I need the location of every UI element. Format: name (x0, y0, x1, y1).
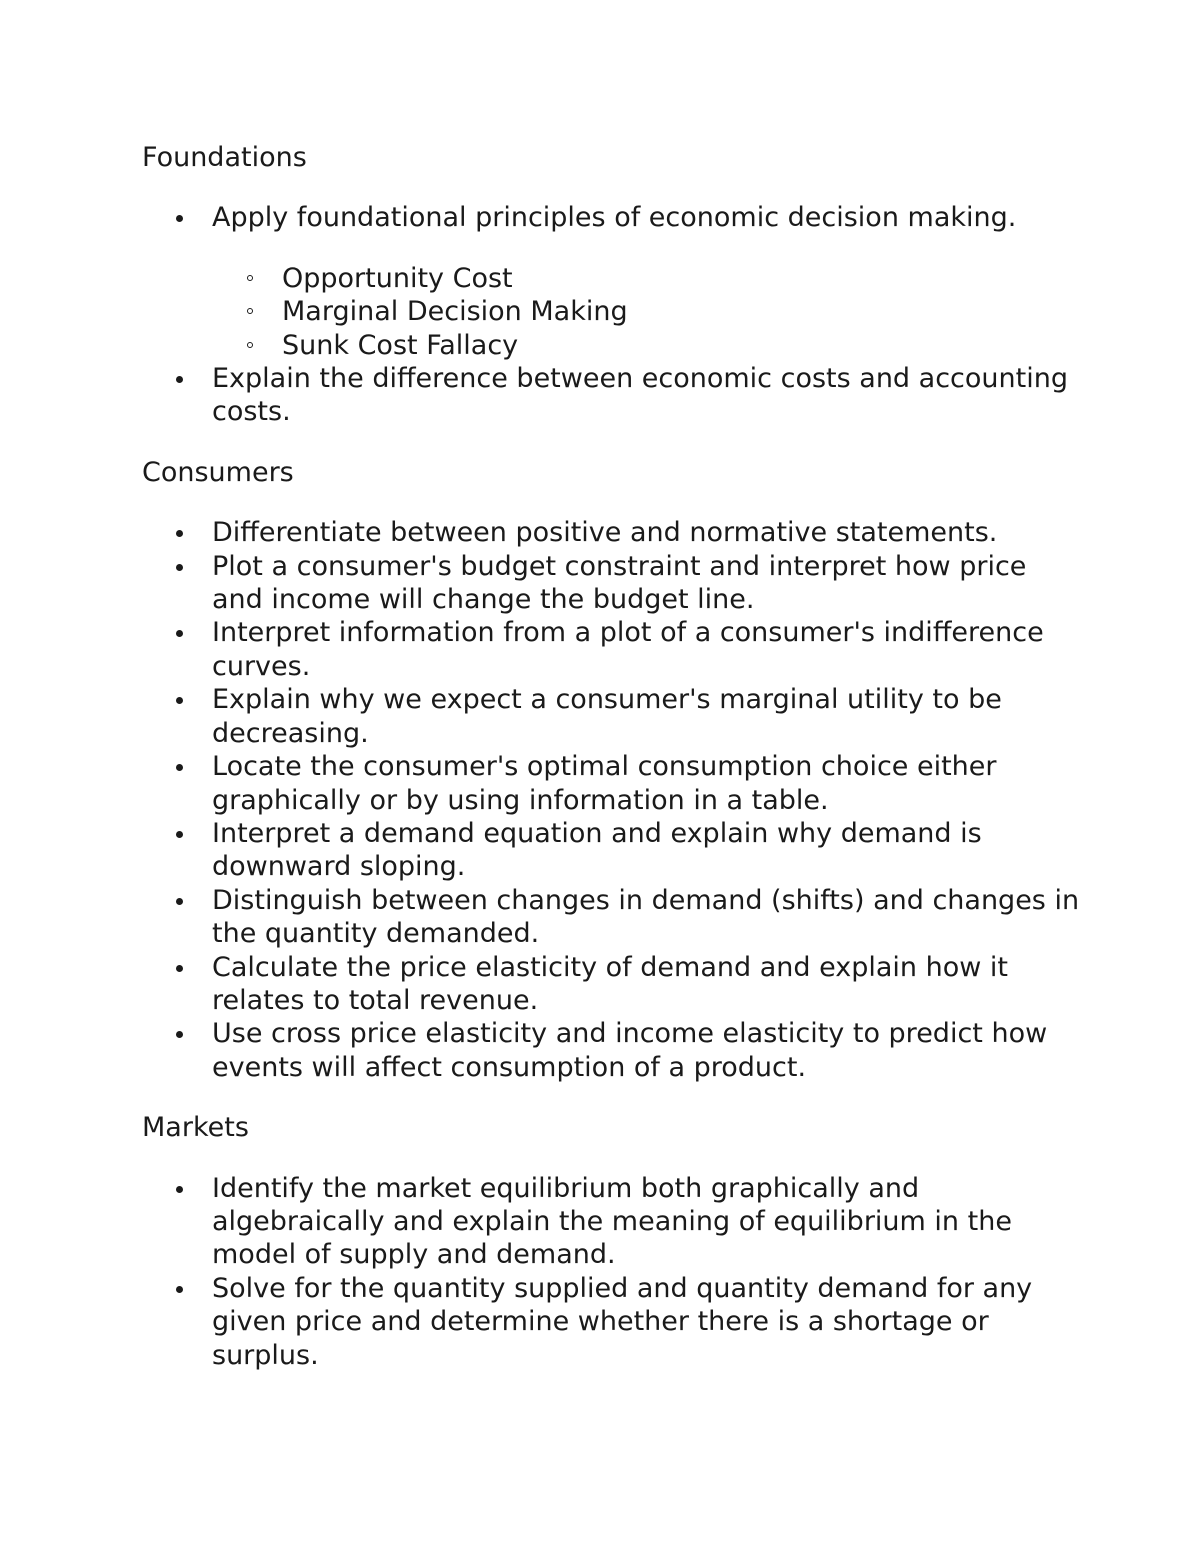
sub-bullet-list (212, 262, 1082, 362)
document-page (142, 141, 1082, 1399)
bullet-list (142, 201, 1082, 428)
list-item (142, 550, 1082, 617)
section-heading: Markets (142, 1112, 249, 1144)
list-item-text: Locate the consumer's optimal consumption choice either graphically or by using information in a table. (212, 751, 997, 816)
bullet-icon (176, 764, 183, 771)
bullet-icon (176, 215, 183, 222)
bullet-icon (176, 831, 183, 838)
section-heading: Consumers (142, 456, 294, 488)
bullet-list (142, 1172, 1082, 1372)
bullet-list (142, 516, 1082, 1084)
list-item-text: Interpret information from a plot of a consumer's indifference curves. (212, 617, 1044, 682)
section-markets (142, 1111, 1082, 1372)
sub-list-item (212, 329, 1082, 362)
bullet-icon (176, 630, 183, 637)
list-item (142, 516, 1082, 549)
section-foundations (142, 141, 1082, 429)
bullet-icon (176, 697, 183, 704)
bullet-icon (176, 1286, 183, 1293)
list-item-text: Distinguish between changes in demand (shifts) and changes in the quantity demanded. (212, 884, 1080, 950)
circle-bullet-icon (247, 342, 253, 348)
list-item (142, 1017, 1082, 1084)
sub-list-item-text: Sunk Cost Fallacy (282, 329, 519, 361)
circle-bullet-icon (247, 308, 253, 314)
list-item-text: Apply foundational principles of economic decision making. (212, 202, 1017, 234)
list-item (142, 884, 1082, 951)
bullet-icon (176, 965, 183, 972)
bullet-icon (176, 1186, 183, 1193)
list-item-text: Interpret a demand equation and explain why demand is downward sloping. (212, 817, 982, 883)
bullet-icon (176, 564, 183, 571)
bullet-icon (176, 376, 183, 383)
section-heading: Foundations (142, 142, 307, 173)
list-item-text: Explain the difference between economic costs and accounting costs. (212, 363, 1068, 428)
list-item (142, 1272, 1082, 1372)
bullet-icon (176, 898, 183, 905)
list-item-text: Use cross price elasticity and income elasticity to predict how events will affect consumption of a product. (212, 1018, 1048, 1083)
list-item-text: Solve for the quantity supplied and quantity demand for any given price and determine whether there is a shortage or surplus. (212, 1272, 1033, 1371)
list-item (142, 817, 1082, 884)
list-item-text: Explain why we expect a consumer's marginal utility to be decreasing. (212, 684, 1002, 749)
list-item (142, 951, 1082, 1018)
circle-bullet-icon (247, 275, 253, 281)
list-item (142, 750, 1082, 817)
sub-list-item-text: Marginal Decision Making (282, 296, 628, 328)
bullet-icon (176, 1031, 183, 1038)
bullet-icon (176, 530, 183, 537)
list-item (142, 362, 1082, 429)
list-item (142, 683, 1082, 750)
list-item-text: Differentiate between positive and normative statements. (212, 517, 998, 549)
list-item (142, 616, 1082, 683)
list-item-text: Calculate the price elasticity of demand and explain how it relates to total revenue. (212, 951, 1008, 1016)
list-item (142, 201, 1082, 362)
section-consumers (142, 456, 1082, 1084)
list-item (142, 1172, 1082, 1272)
sub-list-item-text: Opportunity Cost (282, 262, 513, 294)
list-item-text: Identify the market equilibrium both graphically and algebraically and explain the meaning of equilibrium in the model of supply and demand. (212, 1172, 1012, 1271)
list-item-text: Plot a consumer's budget constraint and interpret how price and income will change the budget line. (212, 550, 1027, 616)
sub-list-item (212, 262, 1082, 295)
sub-list-item (212, 295, 1082, 328)
